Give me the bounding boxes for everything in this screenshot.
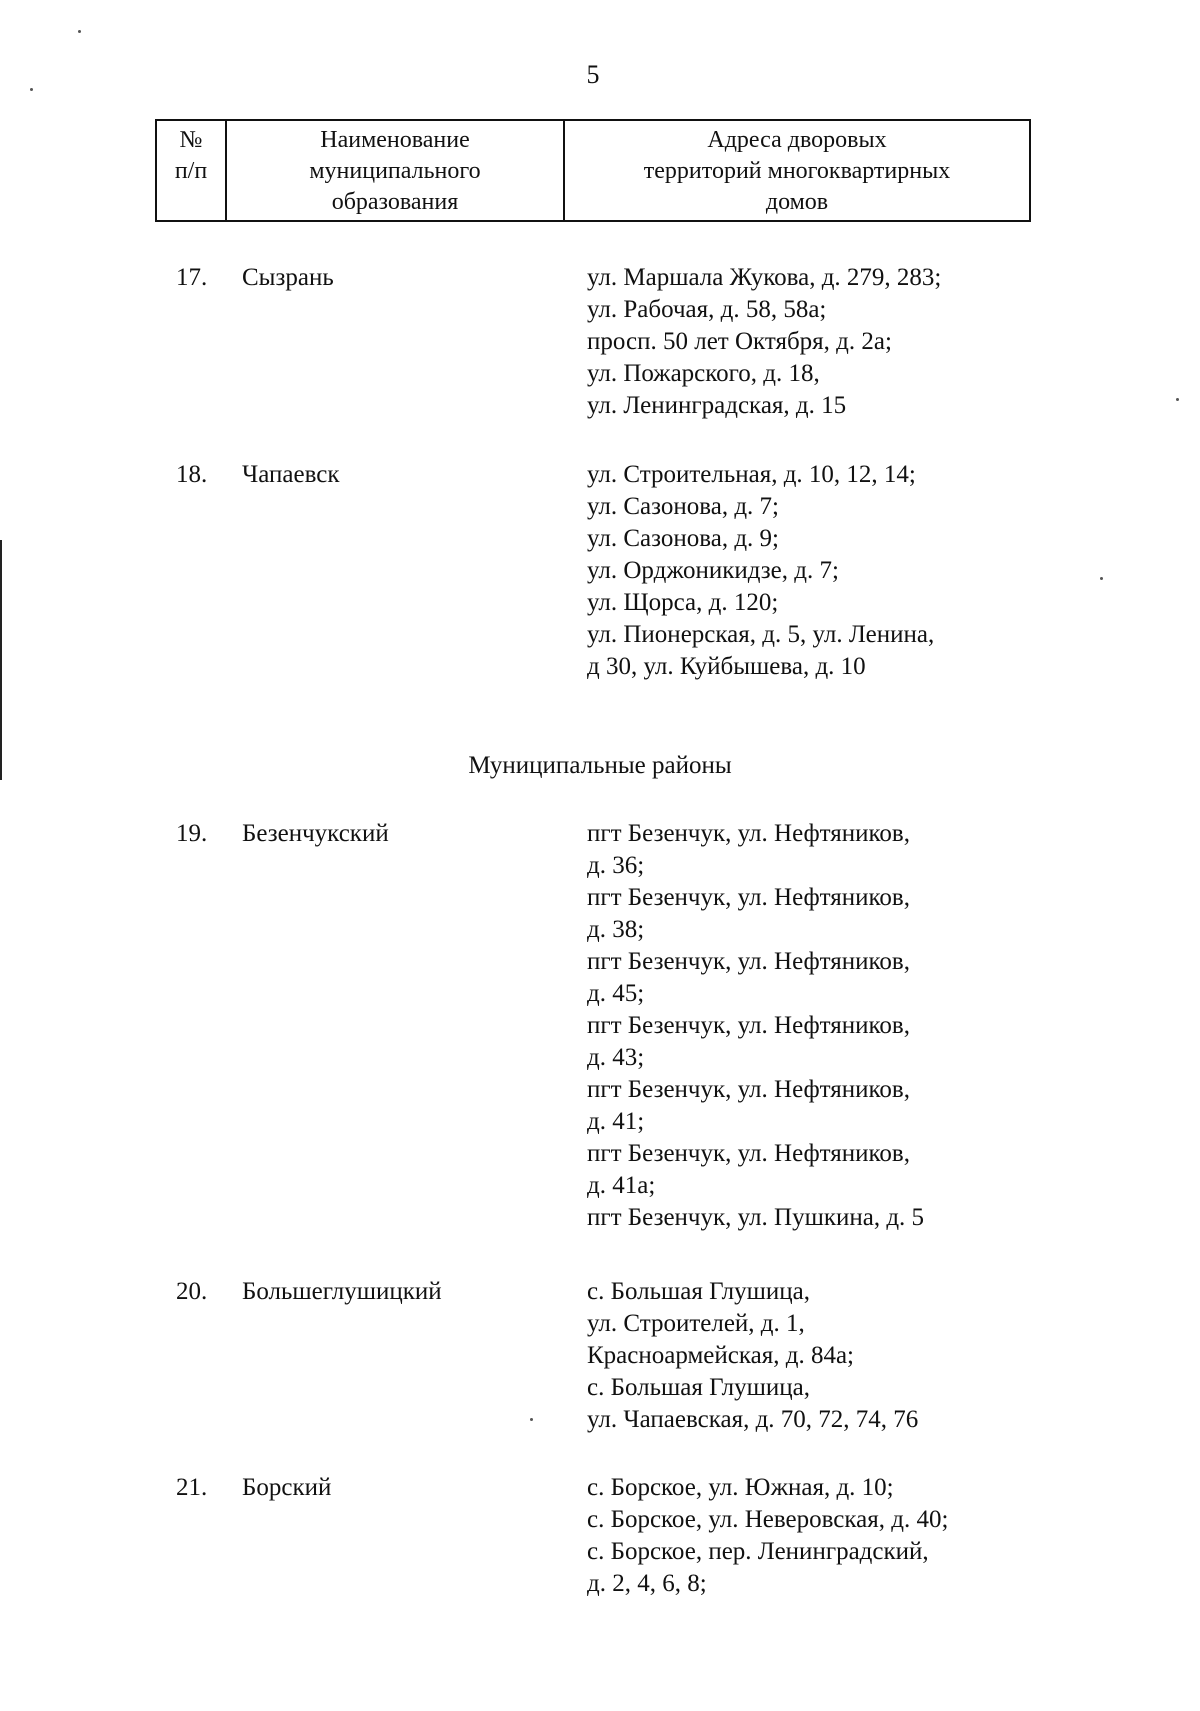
entry-municipality: Чапаевск [242, 461, 340, 488]
entry-number: 21. [176, 1474, 208, 1501]
entry-addresses: с. Большая Глушица, ул. Строителей, д. 1, Красноармейская, д. 84а; с. Большая Глушица, ул. Чапаевская, д. 70, 72, 74, 76 [587, 1278, 919, 1433]
entry-addresses: ул. Строительная, д. 10, 12, 14; ул. Сазонова, д. 7; ул. Сазонова, д. 9; ул. Орджоникидзе, д. 7; ул. Щорса, д. 120; ул. Пионерская, д. 5, ул. Ленина, д 30, ул. Куйбышева, д. 10 [587, 461, 935, 680]
entry-municipality: Безенчукский [242, 820, 389, 847]
scan-speck [1100, 577, 1103, 580]
header-col-addresses: Адреса дворовых территорий многоквартирных домов [564, 120, 1030, 221]
scan-speck [1176, 398, 1179, 401]
entry-number: 19. [176, 820, 208, 847]
entry-addresses: с. Борское, ул. Южная, д. 10; с. Борское, ул. Неверовская, д. 40; с. Борское, пер. Ленинградский, д. 2, 4, 6, 8; [587, 1474, 949, 1597]
table-header [155, 119, 1031, 222]
entry-municipality: Борский [242, 1474, 332, 1501]
entry-addresses: ул. Маршала Жукова, д. 279, 283; ул. Рабочая, д. 58, 58а; просп. 50 лет Октября, д. 2а; ул. Пожарского, д. 18, ул. Ленинградская, д. 15 [587, 264, 942, 419]
scan-edge-mark [0, 540, 2, 780]
entry-number: 20. [176, 1278, 208, 1305]
scan-speck [78, 30, 81, 33]
scan-speck [530, 1418, 533, 1421]
header-col-number: № п/п [156, 120, 226, 221]
entry-municipality: Сызрань [242, 264, 334, 291]
entry-number: 17. [176, 264, 208, 291]
entry-municipality: Большеглушицкий [242, 1278, 442, 1305]
header-col-municipality: Наименование муниципального образования [226, 120, 564, 221]
entry-addresses: пгт Безенчук, ул. Нефтяников, д. 36; пгт Безенчук, ул. Нефтяников, д. 38; пгт Безенчук, ул. Нефтяников, д. 45; пгт Безенчук, ул. Нефтяников, д. 43; пгт Безенчук, ул. Нефтяников, д. 41; пгт Безенчук, ул. Нефтяников, д. 41а; пгт Безенчук, ул. Пушкина, д. 5 [587, 820, 925, 1231]
entry-number: 18. [176, 461, 208, 488]
page-number: 5 [586, 60, 600, 89]
section-title: Муниципальные районы [468, 752, 732, 779]
